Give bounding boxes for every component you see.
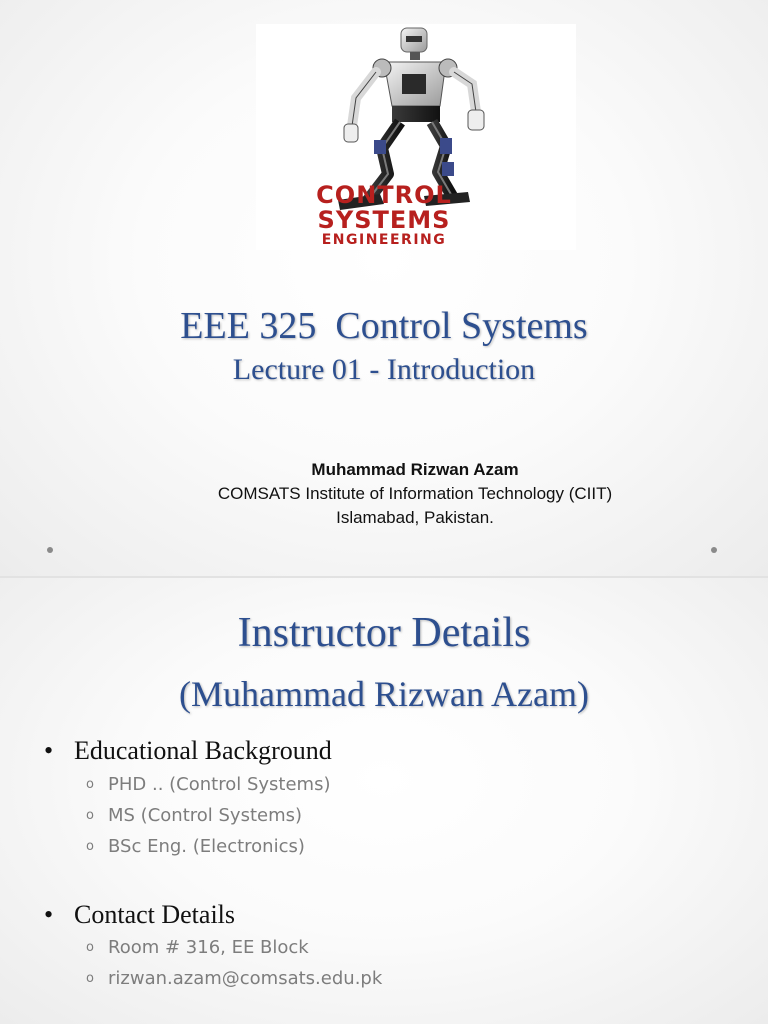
bullet-dot-icon: • (44, 736, 54, 765)
list-item-text: Room # 316, EE Block (108, 937, 309, 958)
list-item (86, 773, 330, 797)
author-institution: COMSATS Institute of Information Technology (CIIT) (217, 484, 613, 503)
nav-dot-icon[interactable] (711, 547, 717, 553)
slide-heading: Instructor Details (237, 610, 531, 656)
bullet-dot-icon: • (44, 900, 54, 929)
sub-bullet-circle-icon: o (86, 777, 94, 792)
logo-line-engineering: ENGINEERING (321, 232, 447, 248)
email-link[interactable]: rizwan.azam@comsats.edu.pk (108, 968, 383, 989)
list-item-text: MS (Control Systems) (108, 805, 303, 826)
logo-line-control: CONTROL (316, 181, 452, 209)
sub-bullet-circle-icon: o (86, 971, 94, 986)
list-item (86, 835, 305, 859)
bullet-heading: Educational Background (74, 736, 332, 765)
list-item-text: BSc Eng. (Electronics) (108, 836, 305, 857)
author-location: Islamabad, Pakistan. (336, 508, 494, 527)
sub-bullet-circle-icon: o (86, 808, 94, 823)
slide-instructor-details (0, 578, 768, 1024)
list-item (86, 804, 302, 828)
lecture-subtitle: Lecture 01 - Introduction (232, 353, 536, 386)
sub-bullet-circle-icon: o (86, 839, 94, 854)
slide-subheading: (Muhammad Rizwan Azam) (179, 674, 589, 714)
author-name: Muhammad Rizwan Azam (311, 460, 519, 479)
list-item (86, 967, 382, 991)
list-item-text: PHD .. (Control Systems) (108, 774, 331, 795)
list-item (86, 936, 309, 960)
bullet-educational-background (44, 736, 332, 766)
logo-line-systems: SYSTEMS (317, 206, 451, 234)
nav-dot-icon[interactable] (47, 547, 53, 553)
course-title: EEE 325 Control Systems (180, 305, 588, 347)
sub-bullet-circle-icon: o (86, 940, 94, 955)
bullet-contact-details (44, 900, 235, 930)
bullet-heading: Contact Details (74, 900, 236, 929)
